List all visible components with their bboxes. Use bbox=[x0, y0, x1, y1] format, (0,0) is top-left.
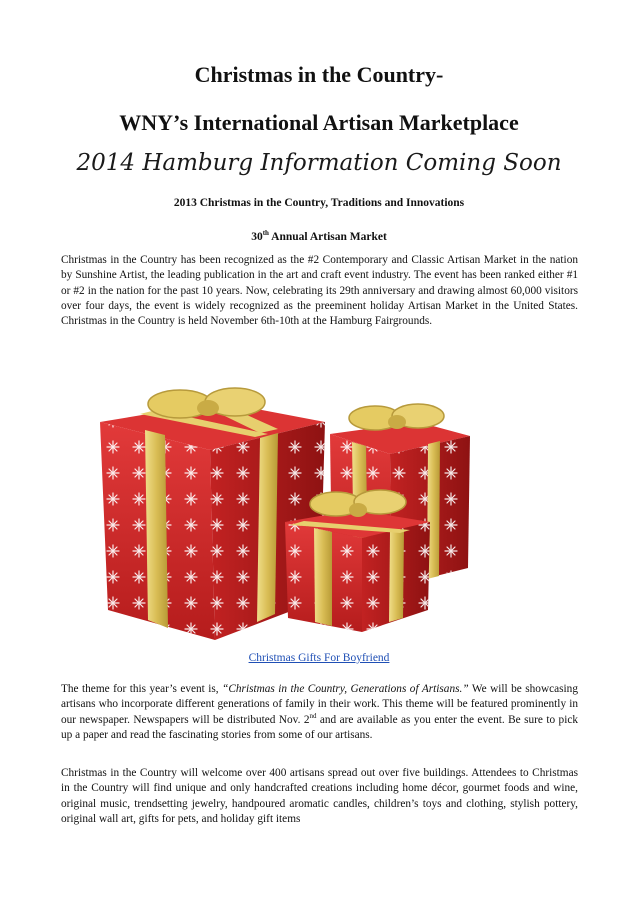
title-line-3: 2014 Hamburg Information Coming Soon bbox=[76, 150, 562, 176]
title-line-1: Christmas in the Country- bbox=[194, 62, 444, 87]
subtitle: 2013 Christmas in the Country, Traditions and Innovations bbox=[173, 197, 465, 209]
attendees-paragraph: Christmas in the Country will welcome over 400 artisans spread out over five buildings. Attendees to Christmas in the Country will find unique and only handcrafted creations including home décor, gourmet foods and wine, original music, trendsetting jewelry, handpoured aromatic candles, children’s toys and clothing, stylish pottery, original wall art, gifts for pets, and holiday gift items bbox=[61, 767, 578, 825]
theme-paragraph: The theme for this year’s event is, “Christmas in the Country, Generations of Artisans.” We will be showcasing artisans who incorporate different generations of family in their work. This theme will be featured prominently in our newspaper. Newspapers will be distributed Nov. 2nd and are available as you enter the event. Be sure to pick up a paper and read the fascinating stories from some of our artisans. bbox=[61, 683, 579, 741]
anniversary-heading: 30th Annual Artisan Market bbox=[251, 229, 387, 243]
gift-boxes-image bbox=[100, 382, 540, 640]
intro-paragraph: Christmas in the Country has been recognized as the #2 Contemporary and Classic Artisan Market in the nation by Sunshine Artist, the leading publication in the art and craft event industry. The event has been ranked either #1 or #2 in the nation for the past 10 years. Now, celebrating its 29th anniversary and drawing almost 60,000 visitors over four days, the event is widely recognized as the preeminent holiday Artisan Market in the United States. Christmas in the Country is held November 6th-10th at the Hamburg Fairgrounds. bbox=[61, 254, 578, 328]
title-line-2: WNY’s International Artisan Marketplace bbox=[119, 110, 519, 135]
gifts-link[interactable]: Christmas Gifts For Boyfriend bbox=[248, 652, 390, 664]
